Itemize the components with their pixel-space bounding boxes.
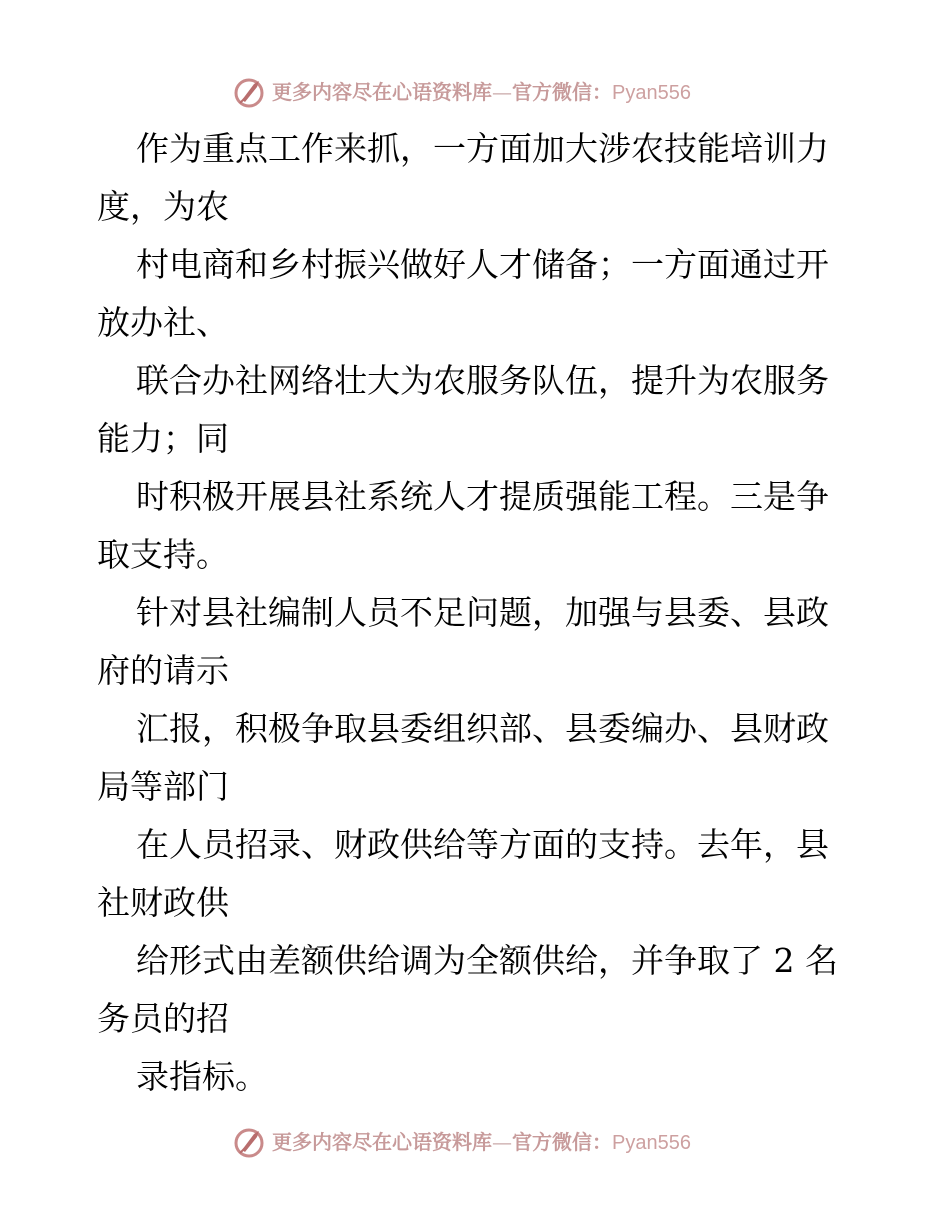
header-account: Pyan556 bbox=[612, 82, 691, 104]
paragraph: 录指标。 bbox=[136, 1057, 268, 1096]
header-text bbox=[272, 78, 691, 107]
paragraph: 村电商和乡村振兴做好人才储备；一方面通过开放办社、 bbox=[97, 245, 829, 342]
footer-text bbox=[272, 1128, 691, 1157]
paragraph: 作为重点工作来抓，一方面加大涉农技能培训力度，为农 bbox=[97, 129, 829, 226]
paragraph: 联合办社网络壮大为农服务队伍，提升为农服务能力；同 bbox=[97, 361, 829, 458]
paragraph: 汇报，积极争取县委组织部、县委编办、县财政局等部门 bbox=[97, 709, 829, 806]
paragraph: 针对县社编制人员不足问题，加强与县委、县政府的请示 bbox=[97, 593, 829, 690]
footer-label: 官方微信： bbox=[512, 1130, 612, 1154]
footer-dash: — bbox=[492, 1130, 512, 1154]
paragraph: 给形式由差额供给调为全额供给，并争取了 2 名务员的招 bbox=[97, 941, 838, 1038]
header-dash: — bbox=[492, 80, 512, 104]
footer-account: Pyan556 bbox=[612, 1132, 691, 1154]
body-text bbox=[97, 120, 857, 1106]
footer-slogan: 更多内容尽在心语资料库 bbox=[272, 1130, 492, 1154]
header-banner bbox=[0, 72, 950, 112]
quill-pen-circle-icon bbox=[232, 74, 268, 110]
footer-banner bbox=[0, 1122, 950, 1162]
header-slogan: 更多内容尽在心语资料库 bbox=[272, 80, 492, 104]
paragraph: 时积极开展县社系统人才提质强能工程。三是争取支持。 bbox=[97, 477, 829, 574]
paragraph: 在人员招录、财政供给等方面的支持。去年，县社财政供 bbox=[97, 825, 829, 922]
quill-pen-circle-icon bbox=[232, 1124, 268, 1160]
header-label: 官方微信： bbox=[512, 80, 612, 104]
